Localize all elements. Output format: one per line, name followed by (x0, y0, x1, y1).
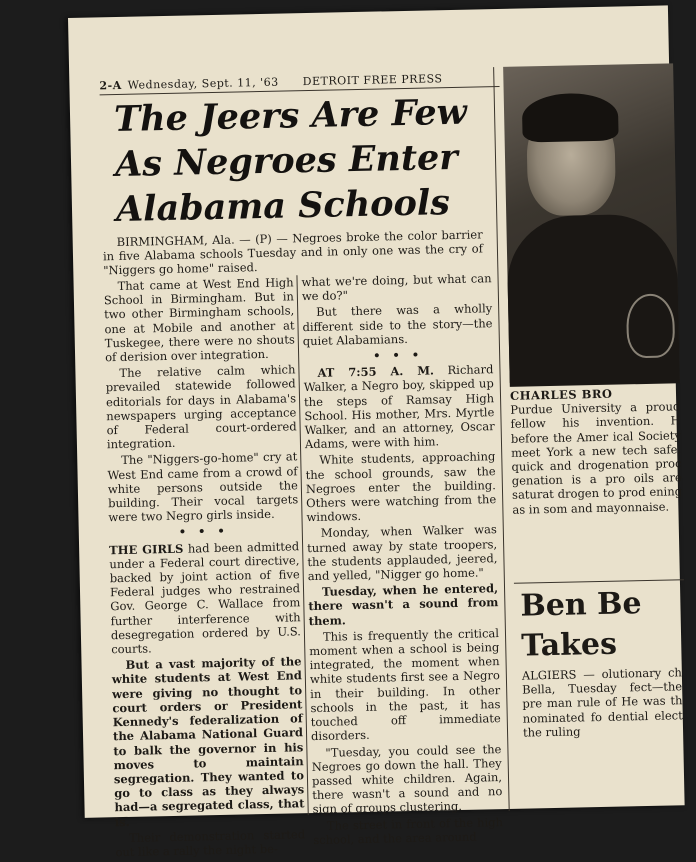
paragraph: Their demonstration started out like a rally the night be- (115, 826, 306, 860)
headline-line-3: Alabama Schools (115, 182, 451, 231)
separator-dots: • • • (372, 347, 424, 363)
paragraph: That came at West End High School in Birmingham. But in two other Birmingham schools, one at Mobile and another at Tuskegee, there were no shouts of derision over integration. (103, 275, 295, 365)
headline-line-2: As Negroes Enter (114, 136, 459, 186)
second-headline-line-2: Takes (520, 626, 618, 664)
paragraph: "Tuesday, you could see the Negroes go down the hall. They passed white children. Again, there wasn't a sound and no sign of groups clustering. (311, 741, 503, 817)
headline (114, 89, 517, 232)
second-headline (520, 583, 692, 667)
subhead-lead: THE GIRLS (109, 541, 184, 557)
paragraph: what we're doing, but what can we do?" (301, 271, 492, 304)
paragraph: This is frequently the critical moment when a school is being integrated, the moment when white students first see a Negro in their building. In other schools in the past, it has touched off immediate disorders. (309, 625, 501, 744)
paragraph: The street in front of the high school, and the area around (313, 814, 504, 847)
paragraph: ALGIERS — olutionary ch Bella, Tuesday fect—the pre man rule of He was th nominated fo dential elect the ruling (521, 665, 683, 740)
column-3 (522, 665, 683, 741)
paragraph (109, 539, 301, 657)
time-lead: AT 7:55 A. M. (317, 363, 435, 381)
photo-flask (626, 293, 675, 358)
paragraph (303, 362, 495, 451)
caption-name: CHARLES BRO (509, 386, 613, 403)
issue-date: Wednesday, Sept. 11, '63 (127, 75, 279, 92)
paragraph: The relative calm which prevailed statewide followed editorials for days in Alabama's newspapers urging acceptance of Federal court-ordered integration. (105, 362, 297, 452)
caption-text: Purdue University a proud fellow his invention. H before the Amer ical Society meet York a new tech safe, quick and drogenation proc genation is a pro oils are saturat drogen to prod ening as in som and mayonnaise. (510, 399, 683, 517)
separator-dots: • • • (178, 524, 229, 540)
paragraph-text: had been admitted under a Federal court directive, backed by joint action of five Federal judges who restrained Gov. George C. Wallace from further interference with desegregation ordered by U.S. courts. (109, 538, 302, 657)
bold-paragraph: But a vast majority of the white students at West End were giving no thought to court orders or President Kennedy's federalization of the Alabama National Guard to balk the governor in his moves to maintain segregation. They wanted to go to class as they always had—a segregated class, that is. (111, 654, 305, 829)
newspaper-page (68, 5, 685, 860)
photo-hair (522, 93, 619, 143)
page-number: 2-A (99, 78, 122, 93)
lead-text: BIRMINGHAM, Ala. — (P) — Negroes broke the color barrier in five Alabama schools Tuesday and in only one was the cry of "Niggers go home" raised. (102, 227, 484, 278)
paragraph: Monday, when Walker was turned away by state troopers, the students applauded, jeered, and yelled, "Nigger go home." (307, 522, 498, 584)
headline-line-1: The Jeers Are Few (113, 91, 468, 141)
newspaper-name: DETROIT FREE PRESS (302, 72, 443, 89)
photo-caption (510, 385, 683, 516)
portrait-photo (503, 63, 680, 382)
paragraph: But there was a wholly different side to the story—the quiet Alabamians. (302, 301, 493, 348)
bold-paragraph: Tuesday, when he entered, there wasn't a sound from them. (308, 581, 499, 628)
paragraph: The "Niggers-go-home" cry at West End came from a crowd of white persons outside the building. Their vocal targets were two Negro girls inside. (107, 449, 299, 525)
column-1 (103, 275, 305, 861)
paragraph-text: Richard Walker, a Negro boy, skipped up the steps of Ramsay High School. His mother, Mrs. Myrtle Walker, and an attorney, Oscar Adams, were with him. (303, 362, 495, 452)
paragraph: White students, approaching the school grounds, saw the Negroes enter the building. Others were watching from the windows. (305, 449, 497, 525)
column-2 (301, 271, 503, 849)
second-headline-line-1: Ben Be (520, 586, 642, 624)
